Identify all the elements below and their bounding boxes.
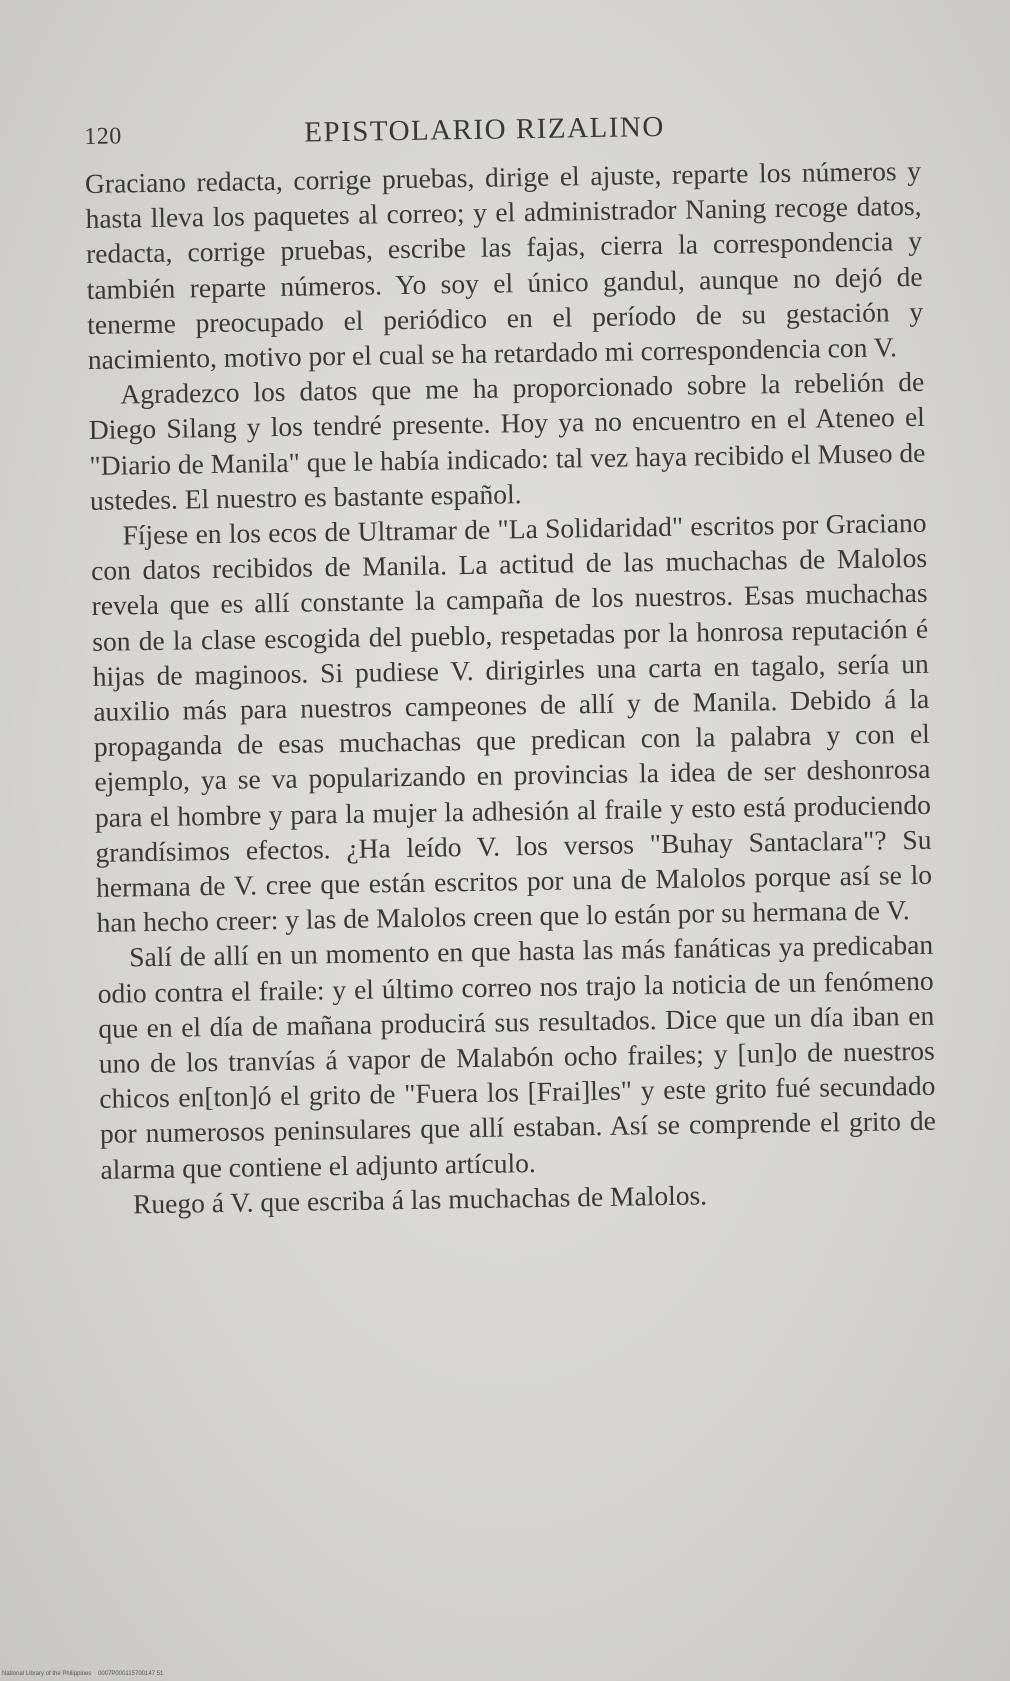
paragraph-5: Ruego á V. que escriba á las muchachas de Malolos. [132,1179,708,1220]
paragraph-3: Fíjese en los ecos de Ultramar de "La Solidaridad" escritos por Graciano con datos recibidos de Manila. La actitud de las muchachas de Malolos revela que es allí constante la campaña de los nuestros. Esas muchachas son de la clase escogida del pueblo, respetadas por la honrosa reputación é hijas de maginoos. Si pudiese V. dirigirles una carta en tagalo, sería un auxilio más para nuestros campeones de allí y de Manila. Debido á la propaganda de esas muchachas que predican con la palabra y con el ejemplo, ya se va popularizando en provincias la idea de ser deshonrosa para el hombre y para la mujer la adhesión al fraile y esto está produciendo grandísimos efectos. ¿Ha leído V. los versos "Buhay Santaclara"? Su hermana de V. cree que están escritos por una de Malolos porque así se lo han hecho creer: y las de Malolos creen que lo están por su hermana de V. [90,506,933,939]
running-title: EPISTOLARIO RIZALINO [304,110,665,149]
paragraph-4: Salí de allí en un momento en que hasta las más fanáticas ya predicaban odio contra el fraile: y el último correo nos trajo la noticia de un fenómeno que en el día de mañana producirá sus resultados. Dice que un día iban en uno de los tranvías á vapor de Malabón ocho frailes; y [un]o de nuestros chicos en[ton]ó el grito de "Fuera los [Frai]les" y este grito fué secundado por numerosos peninsulares que allí estaban. Así se comprende el grito de alarma que contiene el adjunto artículo. [97,929,937,1185]
paragraph-1: Graciano redacta, corrige pruebas, dirige el ajuste, reparte los números y hasta lleva los paquetes al correo; y el administrador Naning recoge datos, redacta, corrige pruebas, escribe las fajas, cierra la correspondencia y también reparte números. Yo soy el único gandul, aunque no dejó de tenerme preocupado el periódico en el período de su gestación y nacimiento, motivo por el cual se ha retardado mi correspondencia con V. [84,154,924,375]
book-page [84,105,937,1222]
body-text [85,153,937,1222]
page-number: 120 [84,123,122,150]
archive-stamp: National Library of the Philippines 0007P000115700147 51 [2,1671,164,1677]
paragraph-2: Agradezco los datos que me ha proporcionado sobre la rebelión de Diego Silang y los tendré presente. Hoy ya no encuentro en el Ateneo el "Diario de Manila" que le había indicado: tal vez haya recibido el Museo de ustedes. El nuestro es bastante español. [88,366,926,516]
